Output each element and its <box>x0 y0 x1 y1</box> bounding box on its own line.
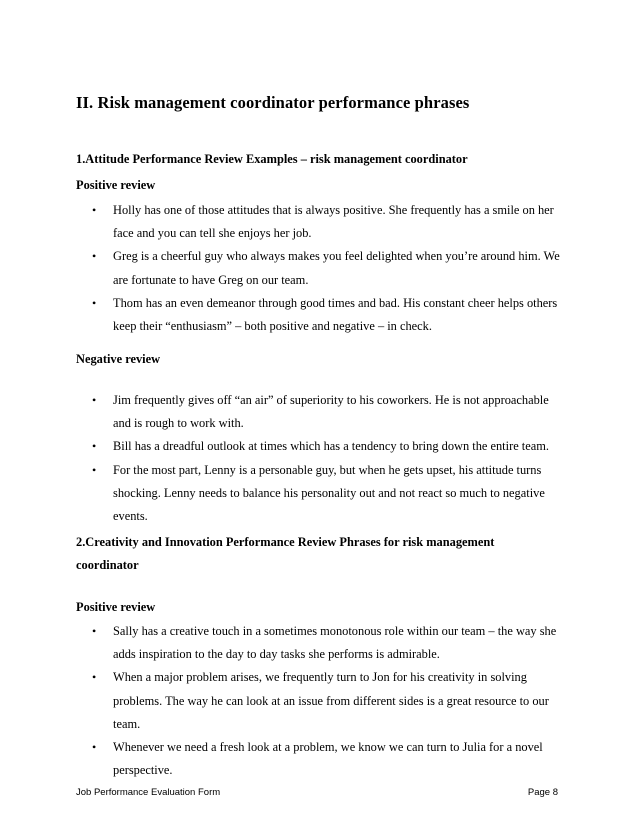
list-item: • Greg is a cheerful guy who always makes you feel delighted when you’re around him. We are fortunate to have Greg on our team. <box>0 245 563 291</box>
section1-negative-list <box>0 389 563 528</box>
section1-heading: 1.Attitude Performance Review Examples – risk management coordinator <box>76 152 468 166</box>
bullet-icon: • <box>92 295 97 310</box>
bullet-icon: • <box>92 740 97 755</box>
bullet-icon: • <box>92 624 97 638</box>
section2-heading: 2.Creativity and Innovation Performance Review Phrases for risk management coordinator <box>76 535 495 572</box>
bullet-icon: • <box>92 462 97 477</box>
bullet-icon: • <box>92 249 97 264</box>
section2-positive-list <box>0 620 563 782</box>
section1-positive-list <box>0 199 563 338</box>
list-item: • Jim frequently gives off “an air” of superiority to his coworkers. He is not approachable and is rough to work with. <box>0 389 563 435</box>
section2-positive-label: Positive review <box>76 600 156 614</box>
bullet-icon: • <box>92 203 97 217</box>
page-title: II. Risk management coordinator performance phrases <box>76 93 470 112</box>
footer-title: Job Performance Evaluation Form <box>76 787 221 798</box>
section1-negative-label: Negative review <box>76 352 161 366</box>
list-item: • Bill has a dreadful outlook at times which has a tendency to bring down the entire team. <box>0 435 563 458</box>
list-item: • Thom has an even demeanor through good times and bad. His constant cheer helps others keep their “enthusiasm” – both positive and negative – in check. <box>0 292 563 338</box>
section1-positive-label: Positive review <box>76 178 156 192</box>
list-item: • For the most part, Lenny is a personable guy, but when he gets upset, his attitude turns shocking. Lenny needs to balance his personality out and not react so much to negative events. <box>0 459 563 529</box>
list-item: • Holly has one of those attitudes that is always positive. She frequently has a smile on her face and you can tell she enjoys her job. <box>0 199 563 245</box>
page-number: Page 8 <box>527 787 558 798</box>
list-item: • Whenever we need a fresh look at a problem, we know we can turn to Julia for a novel perspective. <box>0 736 563 782</box>
bullet-icon: • <box>92 439 97 454</box>
list-item: • Sally has a creative touch in a sometimes monotonous role within our team – the way she adds inspiration to the day to day tasks she performs is admirable. <box>0 620 563 666</box>
bullet-icon: • <box>92 670 97 685</box>
bullet-icon: • <box>92 393 97 407</box>
list-item: • When a major problem arises, we frequently turn to Jon for his creativity in solving problems. The way he can look at an issue from different sides is a great resource to our team. <box>0 666 563 736</box>
